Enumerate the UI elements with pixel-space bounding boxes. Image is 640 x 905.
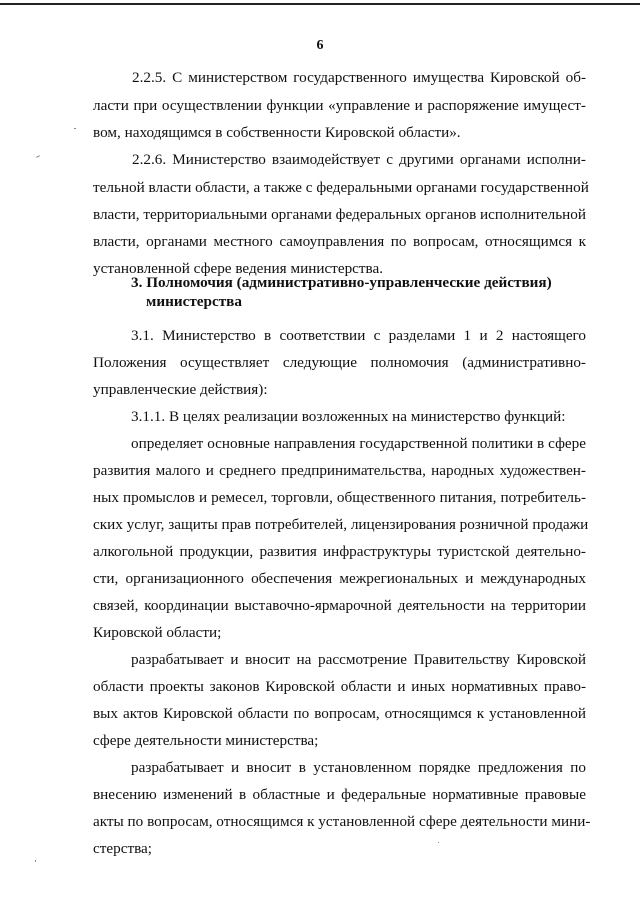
scan-speck [36,155,40,158]
section-heading-line-2: министерства [146,293,242,310]
paragraph-2-2-6-line-1: 2.2.6. Министерство взаимодействует с другими органами исполни- [132,151,586,168]
paragraph-3-1-line-3: управленческие действия): [93,381,268,398]
paragraph-determines-line-4: ских услуг, защиты прав потребителей, лицензирования розничной продажи [93,516,589,533]
page-number: 6 [316,38,324,53]
paragraph-determines-line-1: определяет основные направления государственной политики в сфере [131,435,586,452]
paragraph-2-2-5-line-2: ласти при осуществлении функции «управление и распоряжение имущест- [93,97,586,114]
scan-speck [74,128,76,129]
paragraph-3-1-1-line-1: 3.1.1. В целях реализации возложенных на министерство функций: [131,408,566,425]
paragraph-develops-2-line-3: акты по вопросам, относящимся к установленной сфере деятельности мини- [93,813,591,830]
paragraph-determines-line-3: ных промыслов и ремесел, торговли, общественного питания, потребитель- [93,489,586,506]
paragraph-2-2-5-line-3: вом, находящимся в собственности Кировской области». [93,124,461,141]
paragraph-determines-line-2: развития малого и среднего предпринимательства, народных художествен- [93,462,586,479]
paragraph-develops-1-line-4: сфере деятельности министерства; [93,732,319,749]
paragraph-2-2-6-line-3: власти, территориальными органами федеральных органов исполнительной [93,206,586,223]
paragraph-determines-line-7: связей, координации выставочно-ярмарочной деятельности на территории [93,597,586,614]
paragraph-2-2-6-line-5: установленной сфере ведения министерства. [93,260,384,277]
section-heading-line-1: 3. Полномочия (административно-управленческие действия) [131,274,552,291]
paragraph-determines-line-5: алкогольной продукции, развития инфраструктуры туристской деятельно- [93,543,586,560]
paragraph-develops-1-line-3: вых актов Кировской области по вопросам, относящимся к установленной [93,705,586,722]
paragraph-determines-line-6: сти, организационного обеспечения межрегиональных и международных [93,570,586,587]
paragraph-2-2-6-line-4: власти, органами местного самоуправления по вопросам, относящимся к [93,233,586,250]
paragraph-develops-2-line-2: внесению изменений в областные и федеральные нормативные правовые [93,786,586,803]
scan-speck [35,860,36,862]
paragraph-develops-2-line-4: стерства; [93,840,153,857]
paragraph-develops-1-line-1: разрабатывает и вносит на рассмотрение Правительству Кировской [131,651,586,668]
paragraph-2-2-6-line-2: тельной власти области, а также с федеральными органами государственной [93,179,589,196]
top-border-rule [0,3,640,5]
scan-speck [438,842,439,843]
paragraph-3-1-line-2: Положения осуществляет следующие полномочия (административно- [93,354,586,371]
paragraph-develops-2-line-1: разрабатывает и вносит в установленном порядке предложения по [131,759,586,776]
paragraph-3-1-line-1: 3.1. Министерство в соответствии с разделами 1 и 2 настоящего [131,327,586,344]
paragraph-develops-1-line-2: области проекты законов Кировской области и иных нормативных право- [93,678,586,695]
paragraph-2-2-5-line-1: 2.2.5. С министерством государственного имущества Кировской об- [132,69,586,86]
paragraph-determines-line-8: Кировской области; [93,624,222,641]
